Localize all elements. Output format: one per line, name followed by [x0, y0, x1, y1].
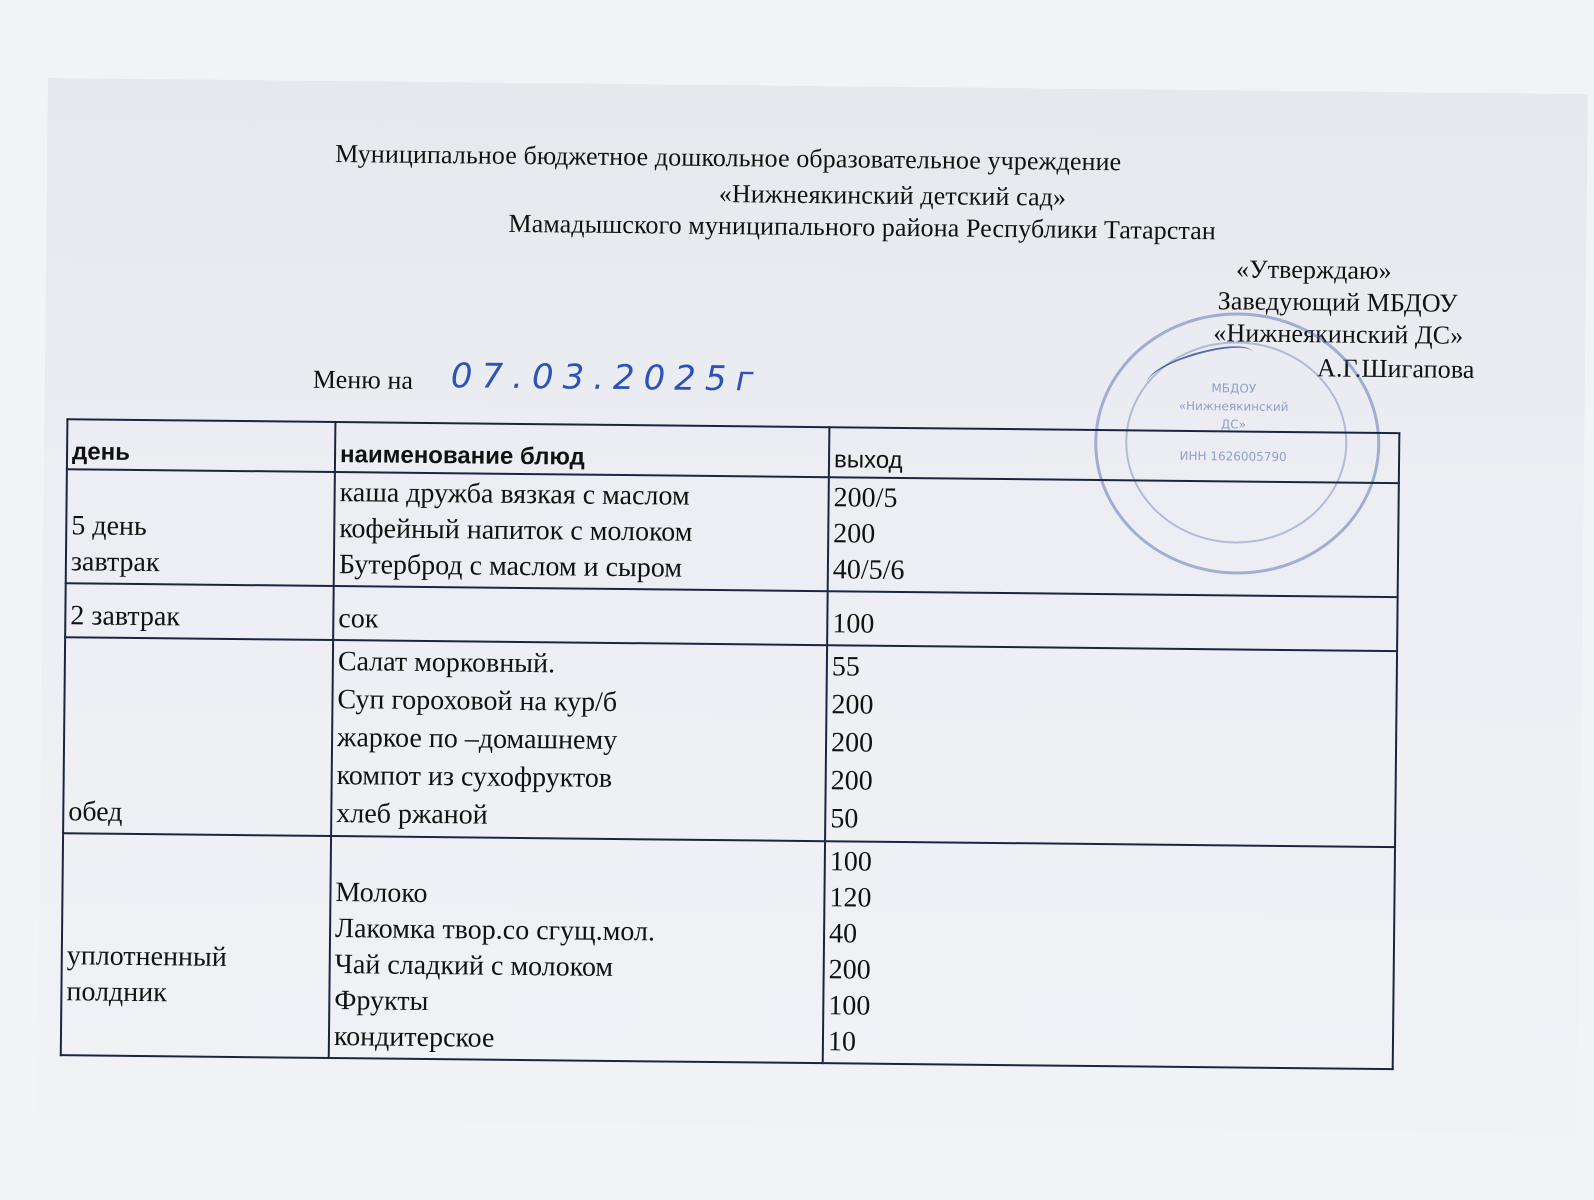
yield-value: 100 [828, 990, 871, 1022]
approval-line-1: «Утверждаю» [1235, 254, 1392, 286]
day-cell [65, 583, 334, 640]
dishes-cell [331, 640, 827, 841]
yield-cell [825, 645, 1397, 847]
dish-name: каша дружба вязкая с маслом [339, 477, 690, 512]
approval-signatory: А.Г.Шигапова [1316, 353, 1475, 384]
yield-value: 55 [831, 651, 861, 683]
seal-text-3: ДС» [1220, 417, 1247, 432]
yield-value: 200 [828, 954, 871, 986]
day-text: завтрак [70, 546, 160, 579]
col-header-day: день [67, 419, 336, 472]
yield-value: 200 [830, 765, 873, 797]
day-cell [66, 469, 335, 586]
yield-cell [827, 591, 1398, 651]
dish-name: Фрукты [334, 985, 429, 1018]
yield-value: 200 [831, 689, 874, 721]
menu-date-handwritten: 07.03.2025г [450, 356, 763, 400]
col-header-dishes: наименование блюд [335, 422, 829, 477]
header-line-2: «Нижнеякинский детский сад» [718, 179, 1067, 212]
header-line-1: Муниципальное бюджетное дошкольное образовательное учреждение [335, 139, 1122, 177]
day-text: 5 день [71, 510, 147, 543]
yield-value: 200 [833, 518, 876, 550]
dish-name: жаркое по –домашнему [336, 722, 618, 756]
dish-name: Лакомка твор.со сгущ.мол. [334, 913, 656, 948]
approval-line-3: «Нижнеякинский ДС» [1213, 318, 1464, 350]
menu-table [60, 418, 1401, 1070]
dish-name: Бутерброд с маслом и сыром [338, 549, 683, 584]
dish-name: Молоко [335, 877, 428, 910]
col-header-yield: выход [829, 427, 1399, 483]
dish-name: Чай сладкий с молоком [334, 949, 614, 983]
dish-name: Суп гороховой на кур/б [337, 684, 618, 718]
yield-value: 100 [829, 846, 872, 878]
table-row [66, 469, 1399, 597]
table-row [63, 637, 1397, 847]
day-text: обед [68, 796, 123, 828]
yield-value: 120 [829, 882, 872, 914]
dish-name: кондитерское [333, 1021, 495, 1054]
day-cell [61, 833, 331, 1058]
dish-name: сок [338, 603, 379, 635]
dish-name: Салат морковный. [337, 646, 556, 680]
yield-value: 40 [828, 918, 858, 950]
header-line-3: Мамадышского муниципального района Республики Татарстан [508, 208, 1217, 246]
day-cell [63, 637, 333, 836]
yield-value: 10 [827, 1026, 857, 1058]
dishes-cell [329, 836, 825, 1063]
yield-value: 200 [830, 727, 874, 759]
day-text: уплотненный [66, 940, 227, 973]
seal-text-2: «Нижнеякинский [1178, 398, 1289, 415]
seal-text-1: МБДОУ [1211, 381, 1257, 396]
dishes-cell [334, 472, 829, 591]
table-row [61, 833, 1395, 1069]
approval-line-2: Заведующий МБДОУ [1217, 286, 1458, 318]
dish-name: кофейный напиток с молоком [339, 513, 693, 548]
yield-cell [823, 841, 1395, 1069]
yield-value: 100 [832, 608, 875, 640]
yield-value: 40/5/6 [832, 554, 905, 586]
paper-sheet [37, 78, 1588, 1134]
dish-name: хлеб ржаной [336, 798, 488, 831]
day-text: полдник [66, 976, 167, 1009]
dish-name: компот из сухофруктов [336, 760, 613, 794]
dishes-cell [333, 586, 828, 645]
seal-text-4: ИНН 1626005790 [1179, 448, 1287, 464]
yield-cell [828, 477, 1399, 597]
day-text: 2 завтрак [70, 600, 181, 633]
menu-label: Меню на [312, 364, 414, 395]
yield-value: 50 [830, 803, 859, 835]
yield-value: 200/5 [833, 482, 898, 514]
